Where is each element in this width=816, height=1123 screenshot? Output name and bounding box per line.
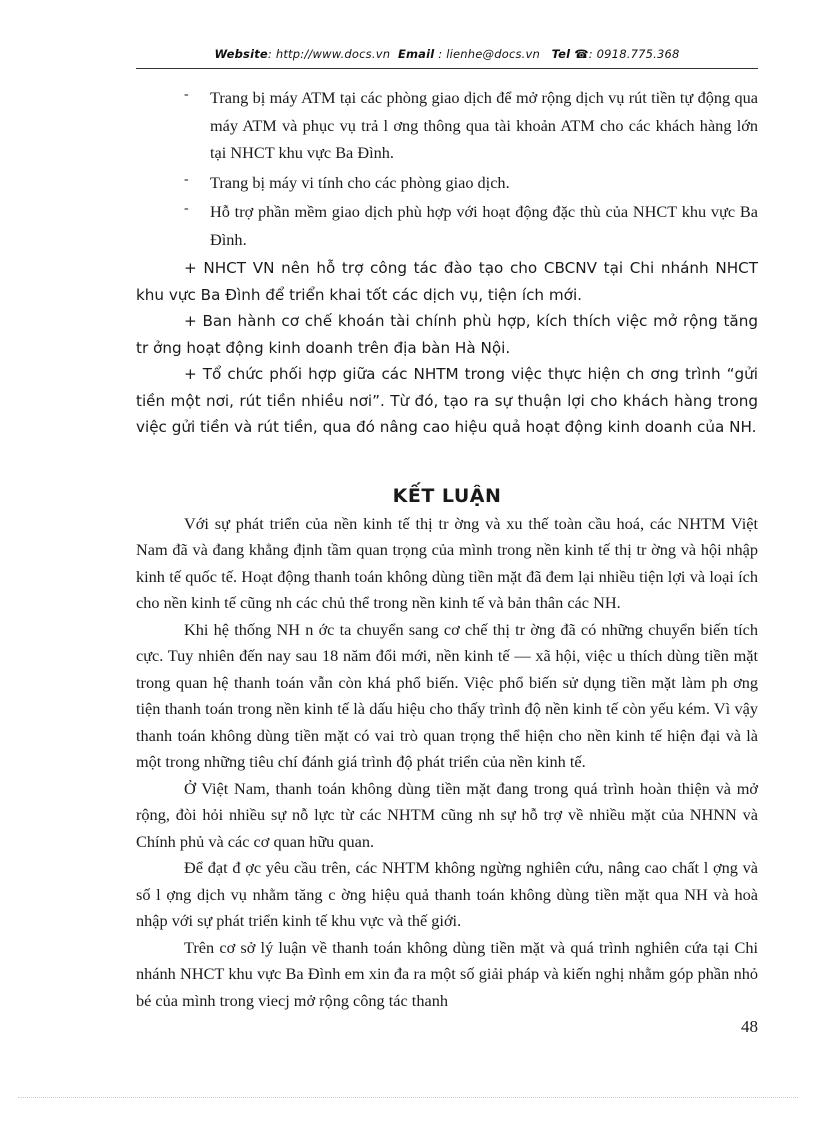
document-body <box>136 84 758 1014</box>
bullet-item <box>136 198 758 253</box>
website-label: Website <box>214 47 268 61</box>
paragraph: + Ban hành cơ chế khoán tài chính phù hợp, kích thích việc mở rộng tăng tr ởng hoạt động kinh doanh trên địa bàn Hà Nội. <box>136 312 758 357</box>
paragraph: Với sự phát triển của nền kinh tế thị tr ờng và xu thế toàn cầu hoá, các NHTM Việt Nam đã và đang khẳng định tầm quan trọng của mình trong nền kinh tế thị tr ờng và hội nhập kinh tế quốc tế. Hoạt động thanh toán không dùng tiền mặt đã đem lại nhiều tiện lợi và loại ích cho nền kinh tế cũng nh các chủ thể trong nền kinh tế và bản thân các NH. <box>136 513 758 612</box>
paragraph: Ở Việt Nam, thanh toán không dùng tiền mặt đang trong quá trình hoàn thiện và mở rộng, đòi hỏi nhiều sự nỗ lực từ các NHTM cũng nh sự hỗ trợ về nhiều mặt của NHNN và Chính phủ và các cơ quan hữu quan. <box>136 778 758 851</box>
bullet-text: Trang bị máy ATM tại các phòng giao dịch để mở rộng dịch vụ rút tiền tự động qua máy ATM và phục vụ trả l ơng thông qua tài khoản ATM cho các khách hàng lớn tại NHCT khu vực Ba Đình. <box>210 88 758 162</box>
header-divider <box>136 68 758 69</box>
phone-icon: ☎ <box>574 47 589 61</box>
paragraph: + Tổ chức phối hợp giữa các NHTM trong việc thực hiện ch ơng trình “gửi tiền một nơi, rút tiền nhiều nơi”. Từ đó, tạo ra sự thuận lợi cho khách hàng trong việc gửi tiền và rút tiền, qua đó nâng cao hiệu quả hoạt động kinh doanh của NH. <box>136 365 758 436</box>
bullet-marker: - <box>184 87 189 102</box>
page-number: 48 <box>741 1017 758 1036</box>
bullet-item <box>136 84 758 167</box>
page-bottom-divider <box>18 1097 798 1098</box>
bullet-marker: - <box>184 201 189 216</box>
tel-label: Tel <box>551 47 571 61</box>
bullet-text: Trang bị máy vi tính cho các phòng giao dịch. <box>210 172 510 192</box>
website-value: : http://www.docs.vn <box>267 47 391 61</box>
page-header <box>136 47 758 61</box>
paragraph: Để đạt đ ợc yêu cầu trên, các NHTM không ngừng nghiên cứu, nâng cao chất l ợng và số l ợng dịch vụ nhằm tăng c ờng hiệu quả thanh toán không dùng tiền mặt qua NH và hoà nhập với sự phát triển kinh tế khu vực và thế giới. <box>136 858 758 930</box>
email-label: Email <box>397 47 435 61</box>
paragraph: Trên cơ sở lý luận về thanh toán không dùng tiền mặt và quá trình nghiên cứa tại Chi nhánh NHCT khu vực Ba Đình em xin đa ra một số giải pháp và kiến nghị nhằm góp phần nhỏ bé của mình trong viecj mở rộng công tác thanh <box>136 937 758 1010</box>
paragraph: + NHCT VN nên hỗ trợ công tác đào tạo cho CBCNV tại Chi nhánh NHCT khu vực Ba Đình để triển khai tốt các dịch vụ, tiện ích mới. <box>136 259 758 304</box>
section-title: KẾT LUẬN <box>392 484 502 507</box>
tel-value: : 0918.775.368 <box>588 47 680 61</box>
bullet-item <box>136 169 758 197</box>
bullet-marker: - <box>184 171 189 187</box>
paragraph: Khi hệ thống NH n ớc ta chuyển sang cơ chế thị tr ờng đã có những chuyển biến tích cực. Tuy nhiên đến nay sau 18 năm đổi mới, nền kinh tế — xã hội, việc u thích dùng tiền mặt trong quan hệ thanh toán vẫn còn khá phổ biến. Việc phổ biến sử dụng tiền mặt làm ph ơng tiện thanh toán trong nền kinh tế là dấu hiệu cho thấy trình độ nền kinh tế còn yếu kém. Vì vậy thanh toán không dùng tiền mặt có vai trò quan trọng thể hiện cho nền kinh tế hiện đại và là một trong những tiêu chí đánh giá trình độ phát triển của nền kinh tế. <box>136 619 758 771</box>
email-value: : lienhe@docs.vn <box>438 47 541 61</box>
bullet-text: Hỗ trợ phần mềm giao dịch phù hợp với hoạt động đặc thù của NHCT khu vực Ba Đình. <box>210 202 758 249</box>
